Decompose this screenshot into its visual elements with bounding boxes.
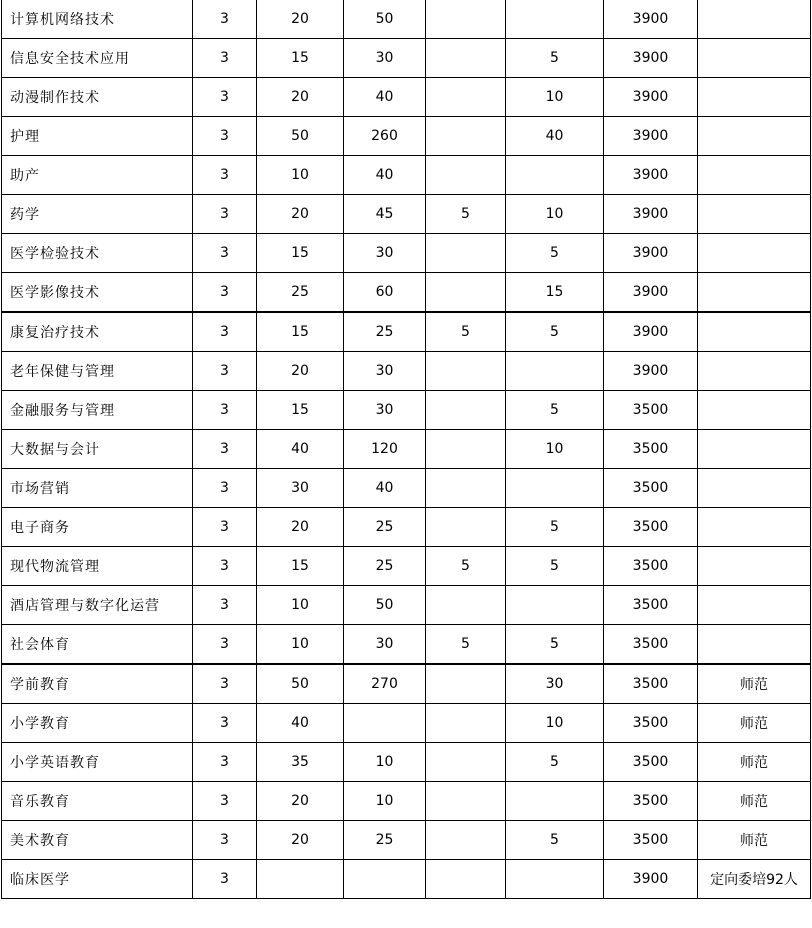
fee-cell: 3500 — [604, 704, 698, 743]
note-cell: 师范 — [698, 664, 811, 704]
value-cell: 30 — [344, 352, 426, 391]
years-cell: 3 — [193, 469, 257, 508]
table-row — [2, 860, 811, 899]
value-cell: 5 — [506, 821, 604, 860]
value-cell: 10 — [344, 743, 426, 782]
value-cell: 50 — [344, 586, 426, 625]
years-cell: 3 — [193, 743, 257, 782]
major-cell: 医学检验技术 — [2, 234, 193, 273]
note-cell — [698, 156, 811, 195]
note-cell — [698, 273, 811, 313]
value-cell — [506, 0, 604, 39]
years-cell: 3 — [193, 352, 257, 391]
value-cell: 40 — [344, 156, 426, 195]
value-cell: 50 — [257, 664, 344, 704]
years-cell: 3 — [193, 195, 257, 234]
value-cell: 15 — [257, 312, 344, 352]
value-cell — [344, 704, 426, 743]
value-cell — [426, 78, 506, 117]
years-cell: 3 — [193, 117, 257, 156]
fee-cell: 3900 — [604, 273, 698, 313]
table-row — [2, 234, 811, 273]
value-cell: 35 — [257, 743, 344, 782]
value-cell — [426, 352, 506, 391]
fee-cell: 3500 — [604, 821, 698, 860]
table-row — [2, 391, 811, 430]
value-cell — [426, 156, 506, 195]
value-cell: 15 — [506, 273, 604, 313]
value-cell — [506, 352, 604, 391]
years-cell: 3 — [193, 0, 257, 39]
value-cell — [506, 860, 604, 899]
value-cell — [426, 860, 506, 899]
value-cell — [426, 704, 506, 743]
value-cell: 5 — [506, 391, 604, 430]
note-cell: 师范 — [698, 743, 811, 782]
value-cell — [426, 782, 506, 821]
years-cell: 3 — [193, 704, 257, 743]
value-cell: 10 — [506, 430, 604, 469]
value-cell: 20 — [257, 78, 344, 117]
years-cell: 3 — [193, 312, 257, 352]
value-cell — [426, 391, 506, 430]
note-cell — [698, 117, 811, 156]
fee-cell: 3500 — [604, 586, 698, 625]
table-row — [2, 782, 811, 821]
major-cell: 音乐教育 — [2, 782, 193, 821]
value-cell — [426, 234, 506, 273]
table-row — [2, 39, 811, 78]
value-cell — [426, 117, 506, 156]
value-cell — [426, 508, 506, 547]
value-cell: 5 — [506, 743, 604, 782]
note-cell — [698, 469, 811, 508]
value-cell — [426, 743, 506, 782]
value-cell: 25 — [257, 273, 344, 313]
fee-cell: 3500 — [604, 430, 698, 469]
value-cell: 5 — [506, 39, 604, 78]
note-cell — [698, 234, 811, 273]
major-cell: 电子商务 — [2, 508, 193, 547]
table-row — [2, 273, 811, 313]
table-row — [2, 195, 811, 234]
major-cell: 小学教育 — [2, 704, 193, 743]
fee-cell: 3900 — [604, 0, 698, 39]
major-cell: 助产 — [2, 156, 193, 195]
value-cell: 50 — [344, 0, 426, 39]
value-cell: 40 — [257, 430, 344, 469]
major-cell: 现代物流管理 — [2, 547, 193, 586]
value-cell: 40 — [344, 78, 426, 117]
value-cell: 25 — [344, 821, 426, 860]
major-cell: 康复治疗技术 — [2, 312, 193, 352]
note-cell — [698, 430, 811, 469]
value-cell: 5 — [506, 547, 604, 586]
table-row — [2, 469, 811, 508]
years-cell: 3 — [193, 782, 257, 821]
value-cell: 30 — [344, 234, 426, 273]
note-cell — [698, 391, 811, 430]
value-cell — [506, 782, 604, 821]
table-row — [2, 78, 811, 117]
years-cell: 3 — [193, 586, 257, 625]
fee-cell: 3900 — [604, 78, 698, 117]
major-cell: 酒店管理与数字化运营 — [2, 586, 193, 625]
note-cell — [698, 586, 811, 625]
value-cell — [426, 39, 506, 78]
value-cell — [426, 430, 506, 469]
major-cell: 护理 — [2, 117, 193, 156]
value-cell — [426, 469, 506, 508]
major-cell: 计算机网络技术 — [2, 0, 193, 39]
value-cell: 5 — [426, 625, 506, 665]
fee-cell: 3500 — [604, 391, 698, 430]
fee-cell: 3500 — [604, 782, 698, 821]
years-cell: 3 — [193, 547, 257, 586]
value-cell: 5 — [426, 195, 506, 234]
note-cell — [698, 547, 811, 586]
value-cell: 10 — [344, 782, 426, 821]
value-cell: 50 — [257, 117, 344, 156]
fee-cell: 3500 — [604, 508, 698, 547]
value-cell — [344, 860, 426, 899]
value-cell: 15 — [257, 234, 344, 273]
table-row — [2, 117, 811, 156]
note-cell: 定向委培92人 — [698, 860, 811, 899]
value-cell: 10 — [257, 625, 344, 665]
value-cell: 5 — [506, 234, 604, 273]
years-cell: 3 — [193, 430, 257, 469]
major-cell: 美术教育 — [2, 821, 193, 860]
table-row — [2, 743, 811, 782]
value-cell: 10 — [506, 704, 604, 743]
table-row — [2, 0, 811, 39]
note-cell — [698, 312, 811, 352]
major-cell: 市场营销 — [2, 469, 193, 508]
major-cell: 学前教育 — [2, 664, 193, 704]
years-cell: 3 — [193, 625, 257, 665]
enrollment-table — [1, 0, 811, 899]
years-cell: 3 — [193, 39, 257, 78]
note-cell — [698, 39, 811, 78]
fee-cell: 3900 — [604, 156, 698, 195]
note-cell — [698, 78, 811, 117]
value-cell: 30 — [344, 39, 426, 78]
table-row — [2, 664, 811, 704]
note-cell: 师范 — [698, 821, 811, 860]
value-cell: 20 — [257, 821, 344, 860]
table-row — [2, 547, 811, 586]
value-cell — [426, 821, 506, 860]
years-cell: 3 — [193, 860, 257, 899]
value-cell: 10 — [506, 78, 604, 117]
value-cell: 30 — [506, 664, 604, 704]
value-cell: 45 — [344, 195, 426, 234]
major-cell: 药学 — [2, 195, 193, 234]
note-cell — [698, 352, 811, 391]
fee-cell: 3900 — [604, 117, 698, 156]
value-cell: 20 — [257, 195, 344, 234]
fee-cell: 3500 — [604, 743, 698, 782]
value-cell: 20 — [257, 782, 344, 821]
value-cell — [426, 0, 506, 39]
years-cell: 3 — [193, 821, 257, 860]
value-cell: 120 — [344, 430, 426, 469]
years-cell: 3 — [193, 508, 257, 547]
major-cell: 大数据与会计 — [2, 430, 193, 469]
years-cell: 3 — [193, 664, 257, 704]
value-cell: 15 — [257, 547, 344, 586]
major-cell: 信息安全技术应用 — [2, 39, 193, 78]
value-cell — [506, 156, 604, 195]
value-cell: 5 — [426, 547, 506, 586]
value-cell: 270 — [344, 664, 426, 704]
value-cell: 40 — [506, 117, 604, 156]
value-cell: 5 — [506, 312, 604, 352]
table-row — [2, 352, 811, 391]
major-cell: 社会体育 — [2, 625, 193, 665]
fee-cell: 3900 — [604, 234, 698, 273]
table-row — [2, 625, 811, 665]
table-row — [2, 704, 811, 743]
fee-cell: 3500 — [604, 664, 698, 704]
value-cell: 40 — [257, 704, 344, 743]
table-row — [2, 312, 811, 352]
major-cell: 金融服务与管理 — [2, 391, 193, 430]
years-cell: 3 — [193, 156, 257, 195]
table-row — [2, 430, 811, 469]
note-cell — [698, 508, 811, 547]
value-cell: 10 — [506, 195, 604, 234]
major-cell: 小学英语教育 — [2, 743, 193, 782]
value-cell: 260 — [344, 117, 426, 156]
years-cell: 3 — [193, 234, 257, 273]
value-cell: 15 — [257, 391, 344, 430]
value-cell — [506, 469, 604, 508]
value-cell: 30 — [257, 469, 344, 508]
major-cell: 老年保健与管理 — [2, 352, 193, 391]
value-cell: 60 — [344, 273, 426, 313]
fee-cell: 3500 — [604, 469, 698, 508]
major-cell: 医学影像技术 — [2, 273, 193, 313]
value-cell — [426, 586, 506, 625]
note-cell — [698, 625, 811, 665]
value-cell: 5 — [426, 312, 506, 352]
major-cell: 临床医学 — [2, 860, 193, 899]
major-cell: 动漫制作技术 — [2, 78, 193, 117]
note-cell — [698, 195, 811, 234]
note-cell: 师范 — [698, 704, 811, 743]
value-cell: 20 — [257, 352, 344, 391]
value-cell: 25 — [344, 547, 426, 586]
fee-cell: 3900 — [604, 195, 698, 234]
value-cell: 20 — [257, 508, 344, 547]
value-cell — [506, 586, 604, 625]
value-cell: 10 — [257, 156, 344, 195]
fee-cell: 3900 — [604, 312, 698, 352]
value-cell — [426, 664, 506, 704]
table-row — [2, 586, 811, 625]
fee-cell: 3900 — [604, 39, 698, 78]
value-cell: 15 — [257, 39, 344, 78]
value-cell — [426, 273, 506, 313]
years-cell: 3 — [193, 391, 257, 430]
table-row — [2, 508, 811, 547]
value-cell: 20 — [257, 0, 344, 39]
table-row — [2, 821, 811, 860]
value-cell: 5 — [506, 625, 604, 665]
fee-cell: 3900 — [604, 352, 698, 391]
fee-cell: 3500 — [604, 547, 698, 586]
value-cell: 5 — [506, 508, 604, 547]
value-cell: 25 — [344, 312, 426, 352]
note-cell — [698, 0, 811, 39]
value-cell: 10 — [257, 586, 344, 625]
value-cell: 40 — [344, 469, 426, 508]
value-cell: 30 — [344, 391, 426, 430]
value-cell — [257, 860, 344, 899]
years-cell: 3 — [193, 78, 257, 117]
table-row — [2, 156, 811, 195]
note-cell: 师范 — [698, 782, 811, 821]
value-cell: 25 — [344, 508, 426, 547]
value-cell: 30 — [344, 625, 426, 665]
fee-cell: 3900 — [604, 860, 698, 899]
fee-cell: 3500 — [604, 625, 698, 665]
years-cell: 3 — [193, 273, 257, 313]
